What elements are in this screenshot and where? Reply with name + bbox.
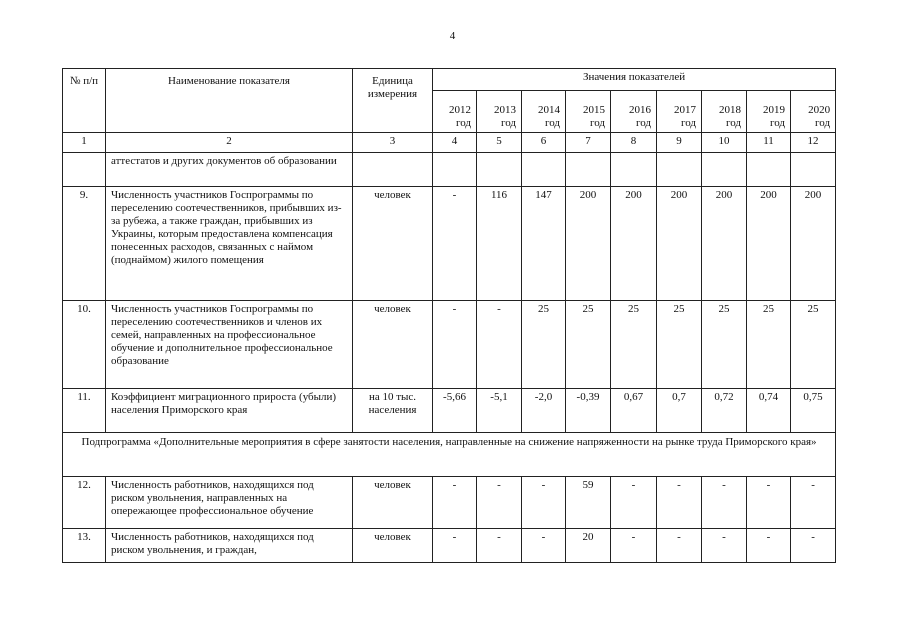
indicator-value [522,153,566,187]
indicator-name: Численность работников, находящихся под риском увольнения, и граждан, [106,529,353,563]
year-header: 2012 год [433,91,477,133]
unit-of-measure: человек [353,529,433,563]
year-header: 2019 год [747,91,791,133]
column-number: 9 [657,133,702,153]
page-number: 4 [449,30,456,42]
indicator-value: - [791,529,836,563]
year-header: 2016 год [611,91,657,133]
table-row [63,389,836,433]
unit-of-measure: человек [353,187,433,301]
row-number: 13. [63,529,106,563]
indicator-value: - [433,301,477,389]
header-num: № п/п [63,69,106,133]
indicator-value: - [791,477,836,529]
year-header: 2014 год [522,91,566,133]
row-number: 10. [63,301,106,389]
year-header: 2013 год [477,91,522,133]
indicator-value: -5,66 [433,389,477,433]
column-number: 12 [791,133,836,153]
indicator-value: 0,67 [611,389,657,433]
column-number: 3 [353,133,433,153]
indicator-value: 200 [611,187,657,301]
column-number: 8 [611,133,657,153]
column-number: 4 [433,133,477,153]
indicator-name: Численность работников, находящихся под риском увольнения, направленных на опережающее профессиональное обучение [106,477,353,529]
indicator-value: 25 [566,301,611,389]
row-number: 11. [63,389,106,433]
subprogram-title: Подпрограмма «Дополнительные мероприятия в сфере занятости населения, направленные на снижение напряженности на рынке труда Приморского края» [63,433,836,477]
year-header: 2018 год [702,91,747,133]
indicator-value: - [657,529,702,563]
indicator-value: 0,72 [702,389,747,433]
year-header: 2015 год [566,91,611,133]
indicator-value: 25 [702,301,747,389]
subprogram-row [63,433,836,477]
indicator-value [433,153,477,187]
indicator-value: - [433,529,477,563]
table-row [63,477,836,529]
column-number: 7 [566,133,611,153]
unit-of-measure: на 10 тыс. населения [353,389,433,433]
indicator-value: 20 [566,529,611,563]
indicator-value: 59 [566,477,611,529]
year-header: 2017 год [657,91,702,133]
indicator-value: 200 [657,187,702,301]
column-number: 10 [702,133,747,153]
indicator-value: - [611,477,657,529]
indicator-value: -0,39 [566,389,611,433]
indicator-value: 0,74 [747,389,791,433]
header-unit: Единица измерения [353,69,433,133]
table-row [63,153,836,187]
indicator-value: - [433,477,477,529]
indicator-value: - [477,477,522,529]
row-number: 12. [63,477,106,529]
indicator-value: - [522,529,566,563]
indicator-value: - [657,477,702,529]
indicator-value: 200 [566,187,611,301]
row-number: 9. [63,187,106,301]
indicator-value: 200 [702,187,747,301]
indicator-value [747,153,791,187]
column-number: 11 [747,133,791,153]
indicator-value: -5,1 [477,389,522,433]
indicator-value: 25 [657,301,702,389]
indicator-name: Численность участников Госпрограммы по переселению соотечественников и членов их семей, направленных на профессиональное обучение и дополнительное профессиональное образование [106,301,353,389]
indicator-value: - [433,187,477,301]
column-number: 5 [477,133,522,153]
header-name: Наименование показателя [106,69,353,133]
indicator-value: - [522,477,566,529]
indicator-value: - [747,529,791,563]
unit-of-measure [353,153,433,187]
unit-of-measure: человек [353,477,433,529]
unit-of-measure: человек [353,301,433,389]
indicator-value: 25 [747,301,791,389]
indicator-value [657,153,702,187]
indicator-value: 25 [791,301,836,389]
indicator-value: 200 [747,187,791,301]
indicator-value [611,153,657,187]
indicator-value: - [747,477,791,529]
column-number: 6 [522,133,566,153]
indicator-value: - [477,301,522,389]
indicator-value [702,153,747,187]
table-row [63,301,836,389]
indicator-value: - [477,529,522,563]
indicator-value: 0,7 [657,389,702,433]
indicator-value: 116 [477,187,522,301]
indicator-value: -2,0 [522,389,566,433]
indicator-value: - [702,529,747,563]
indicator-value: 200 [791,187,836,301]
indicator-name: аттестатов и других документов об образовании [106,153,353,187]
indicator-value: 25 [522,301,566,389]
indicator-value [791,153,836,187]
table-row [63,529,836,563]
indicator-value: 0,75 [791,389,836,433]
row-number [63,153,106,187]
indicator-value [566,153,611,187]
column-number: 2 [106,133,353,153]
indicator-value: - [702,477,747,529]
indicator-value: 25 [611,301,657,389]
indicator-value [477,153,522,187]
year-header: 2020 год [791,91,836,133]
column-number: 1 [63,133,106,153]
indicator-value: - [611,529,657,563]
indicators-table [62,68,836,563]
header-values: Значения показателей [433,69,836,91]
indicator-name: Коэффициент миграционного прироста (убыли) населения Приморского края [106,389,353,433]
indicator-value: 147 [522,187,566,301]
indicator-name: Численность участников Госпрограммы по переселению соотечественников, прибывших из-за рубежа, а также граждан, прибывших из Украины, которым предоставлена компенсация понесенных расходов, связанных с наймом (поднаймом) жилого помещения [106,187,353,301]
table-row [63,187,836,301]
